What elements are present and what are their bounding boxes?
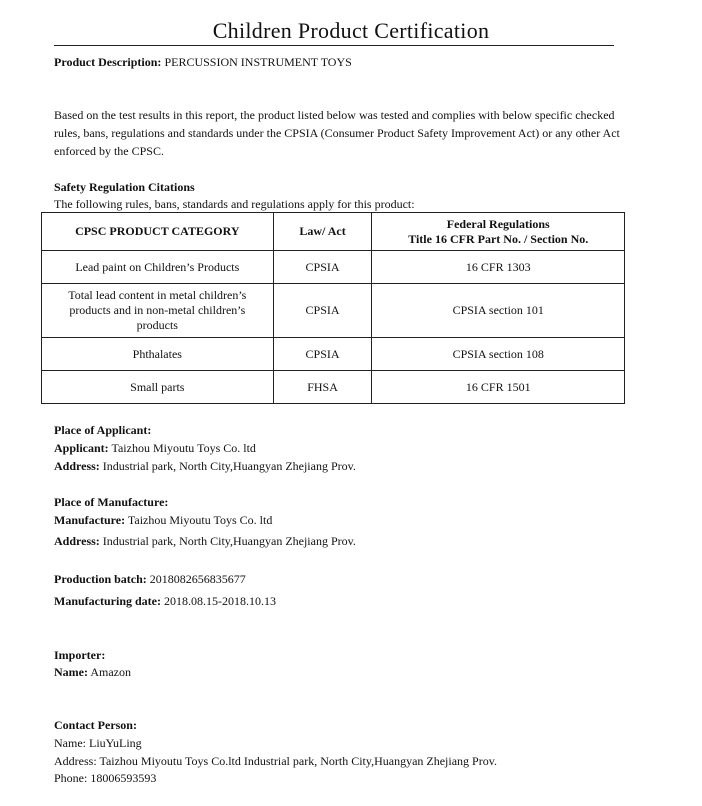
- importer-name: [54, 663, 131, 681]
- header-federal: [372, 213, 625, 251]
- header-category: CPSC PRODUCT CATEGORY: [42, 213, 274, 251]
- contact-heading: Contact Person:: [54, 718, 137, 732]
- production-batch: [54, 570, 246, 588]
- manufacture-address-value: Industrial park, North City,Huangyan Zhejiang Prov.: [99, 534, 356, 548]
- product-description: [54, 53, 352, 71]
- table-row: [42, 338, 625, 371]
- importer-heading: Importer:: [54, 648, 106, 662]
- manufacturing-date-value: 2018.08.15-2018.10.13: [161, 594, 276, 608]
- contact-phone: Phone: 18006593593: [54, 771, 157, 785]
- cell-category: Total lead content in metal children’s products and in non-metal children’s products: [42, 284, 274, 338]
- safety-subheading: The following rules, bans, standards and regulations apply for this product:: [54, 197, 415, 211]
- document-title: Children Product Certification: [212, 18, 490, 43]
- product-description-label: Product Description:: [54, 55, 162, 69]
- header-federal-line2: Title 16 CFR Part No. / Section No.: [408, 231, 589, 246]
- table-header-row: [42, 213, 625, 251]
- applicant-heading: Place of Applicant:: [54, 423, 152, 437]
- cell-category: Phthalates: [42, 338, 274, 371]
- cell-law: CPSIA: [273, 284, 372, 338]
- table-row: [42, 251, 625, 284]
- applicant-name-value: Taizhou Miyoutu Toys Co. ltd: [108, 441, 256, 455]
- applicant-name-label: Applicant:: [54, 441, 109, 455]
- cell-law: CPSIA: [273, 251, 372, 284]
- importer-name-label: Name:: [54, 665, 88, 679]
- applicant-address: [54, 457, 356, 475]
- manufacture-heading: Place of Manufacture:: [54, 495, 169, 509]
- applicant-address-value: Industrial park, North City,Huangyan Zhejiang Prov.: [99, 459, 356, 473]
- manufacture-address: [54, 532, 356, 550]
- safety-heading: Safety Regulation Citations: [54, 180, 195, 194]
- header-law: Law/ Act: [273, 213, 372, 251]
- applicant-name: [54, 439, 256, 457]
- production-batch-label: Production batch:: [54, 572, 147, 586]
- table-row: [42, 371, 625, 404]
- contact-name: Name: LiuYuLing: [54, 736, 142, 750]
- cell-regulation: CPSIA section 101: [372, 284, 625, 338]
- cell-category: Small parts: [42, 371, 274, 404]
- manufacturing-date: [54, 592, 276, 610]
- product-description-value: PERCUSSION INSTRUMENT TOYS: [161, 55, 352, 69]
- manufacturing-date-label: Manufacturing date:: [54, 594, 161, 608]
- cell-category: Lead paint on Children’s Products: [42, 251, 274, 284]
- applicant-address-label: Address:: [54, 459, 100, 473]
- contact-address: Address: Taizhou Miyoutu Toys Co.ltd Industrial park, North City,Huangyan Zhejiang Prov.: [54, 754, 497, 768]
- manufacture-name-label: Manufacture:: [54, 513, 126, 527]
- cell-regulation: CPSIA section 108: [372, 338, 625, 371]
- manufacture-address-label: Address:: [54, 534, 100, 548]
- header-federal-line1: Federal Regulations: [446, 216, 550, 231]
- cell-regulation: 16 CFR 1501: [372, 371, 625, 404]
- manufacture-name-value: Taizhou Miyoutu Toys Co. ltd: [125, 513, 273, 527]
- intro-paragraph: Based on the test results in this report, the product listed below was tested and complies with below specific checked rules, bans, regulations and standards under the CPSIA (Consumer Product Safety Improvement Act) or any other Act enforced by the CPSC.: [54, 108, 620, 158]
- regulations-table: [41, 212, 625, 404]
- manufacture-name: [54, 511, 272, 529]
- production-batch-value: 2018082656835677: [146, 572, 246, 586]
- table-row: [42, 284, 625, 338]
- cell-law: FHSA: [273, 371, 372, 404]
- importer-name-value: Amazon: [87, 665, 131, 679]
- cell-regulation: 16 CFR 1303: [372, 251, 625, 284]
- title-underline: [54, 45, 614, 46]
- cell-law: CPSIA: [273, 338, 372, 371]
